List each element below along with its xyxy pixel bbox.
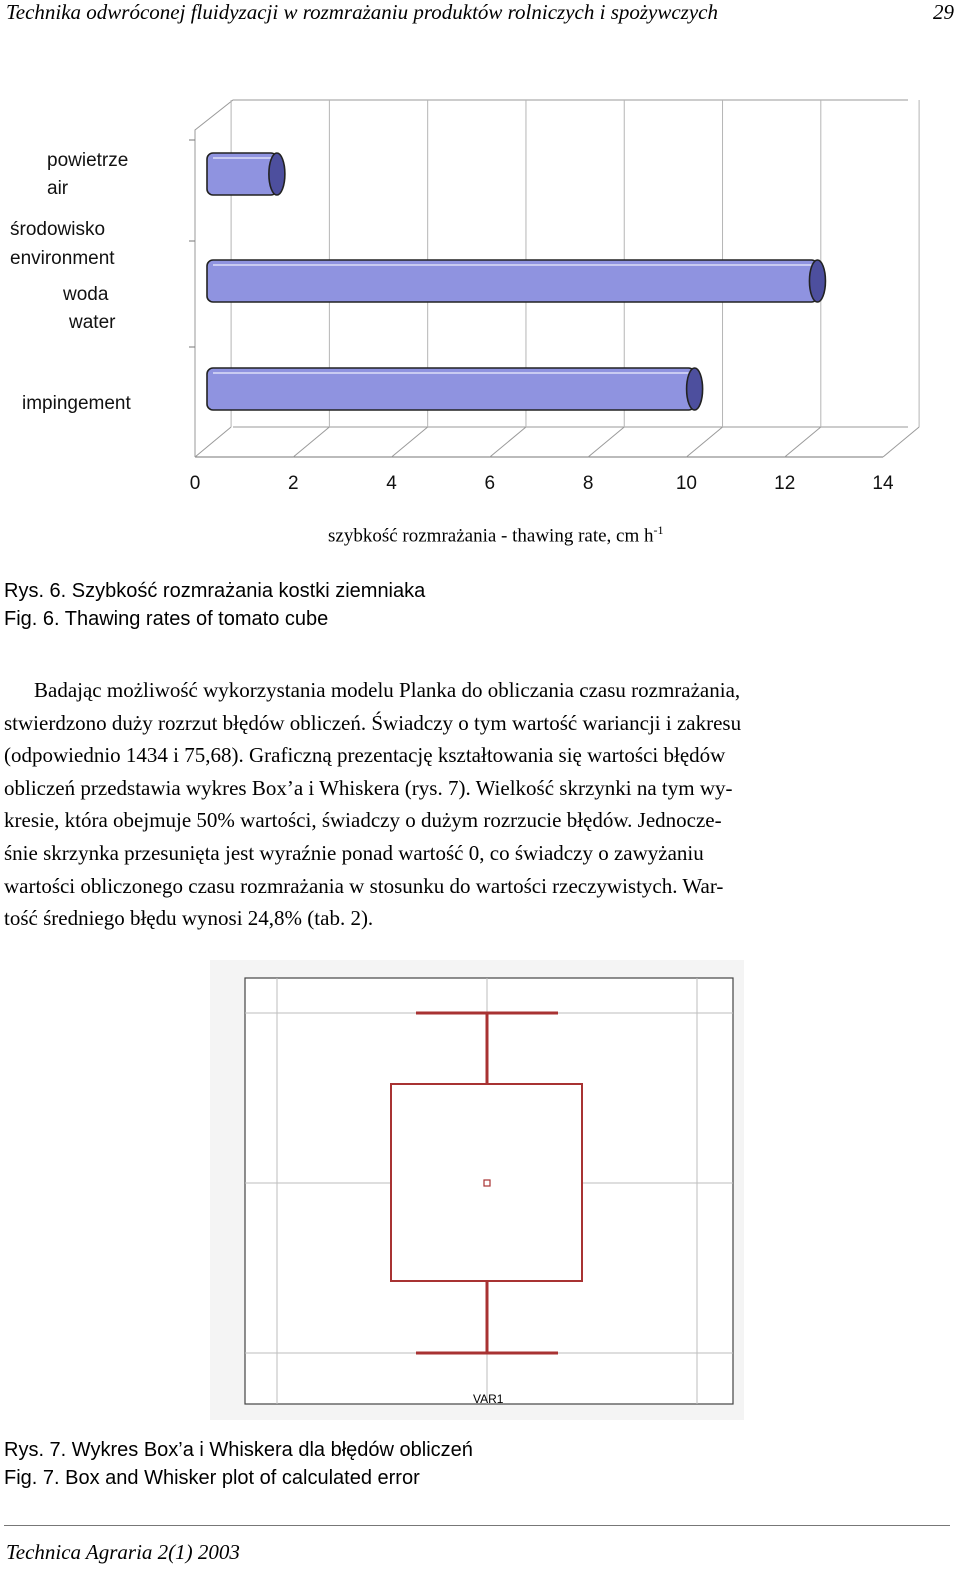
figure-6-caption-pl: Rys. 6. Szybkość rozmrażania kostki ziemniaka	[4, 580, 426, 602]
paragraph-line: tość średniego błędu wynosi 24,8% (tab. 2).	[4, 906, 374, 931]
bar-2	[207, 260, 825, 302]
category-label-environment	[10, 215, 115, 273]
x-axis-title-exponent: -1	[653, 523, 664, 537]
bar-end-cap	[809, 260, 825, 302]
journal-footer: Technica Agraria 2(1) 2003	[6, 1540, 240, 1564]
running-title: Technika odwróconej fluidyzacji w rozmrażaniu produktów rolniczych i spożywczych	[6, 0, 719, 24]
x-tick-label: 2	[287, 473, 299, 494]
category-label-line: air	[47, 178, 69, 199]
category-label-line: powietrze	[47, 150, 129, 171]
category-label-air	[47, 147, 128, 203]
page-number: 29	[933, 0, 954, 24]
figure-7-caption-en: Fig. 7. Box and Whisker plot of calculated error	[4, 1467, 420, 1489]
x-tick-label: 4	[386, 473, 397, 494]
figure-6-caption-en: Fig. 6. Thawing rates of tomato cube	[4, 608, 329, 630]
body-paragraph	[4, 674, 954, 935]
paragraph-line: śnie skrzynka przesunięta jest wyraźnie ponad wartość 0, co świadczy o zawyżaniu	[4, 840, 704, 865]
floor-gridline	[392, 427, 428, 457]
paragraph-line: obliczeń przedstawia wykres Box’a i Whiskera (rys. 7). Wielkość skrzynki na tym wy-	[4, 775, 733, 800]
paragraph-line: stwierdzono duży rozrzut błędów obliczeń. Świadczy o tym wartość wariancji i zakresu	[4, 710, 742, 735]
bar-3	[207, 368, 703, 410]
x-tick-label: 8	[582, 473, 594, 494]
x-tick-label: 12	[774, 473, 796, 494]
category-label-var1: VAR1	[473, 1392, 504, 1406]
category-label-line: environment	[10, 248, 115, 269]
floor-gridline	[588, 427, 624, 457]
category-label-water	[63, 281, 115, 337]
paragraph-line: wartości obliczonego czasu rozmrażania w stosunku do wartości rzeczywistych. War-	[4, 873, 724, 898]
x-tick-label: 14	[872, 473, 894, 494]
floor-gridline	[686, 427, 722, 457]
x-axis-title-text: szybkość rozmrażania - thawing rate, cm h	[328, 525, 654, 547]
footer-rule	[4, 1525, 950, 1526]
x-tick-label: 10	[675, 473, 697, 494]
figure-6	[0, 0, 960, 560]
figure-7	[210, 960, 744, 1420]
bar-body	[207, 368, 695, 410]
bar-end-cap	[687, 368, 703, 410]
floor-gridline	[490, 427, 526, 457]
category-label-impingement	[22, 390, 131, 418]
floor-gridline	[195, 427, 231, 457]
floor-gridline	[883, 427, 919, 457]
box-plot-svg	[210, 960, 744, 1420]
x-tick-label: 6	[484, 473, 496, 494]
category-label-line: środowisko	[10, 219, 106, 240]
x-axis-title	[328, 523, 664, 547]
floor-gridline	[785, 427, 821, 457]
figure-7-caption-pl: Rys. 7. Wykres Box’a i Whiskera dla błędów obliczeń	[4, 1439, 473, 1461]
bar-0	[207, 153, 285, 195]
category-label-line: woda	[63, 284, 109, 305]
x-tick-label: 0	[189, 473, 201, 494]
paragraph-line: kresie, która obejmuje 50% wartości, świadczy o dużym rozrzucie błędów. Jednocze-	[4, 808, 722, 833]
paragraph-line: Badając możliwość wykorzystania modelu Planka do obliczania czasu rozmrażania,	[34, 678, 741, 702]
bar-body	[207, 153, 277, 195]
paragraph-line: (odpowiednio 1434 i 75,68). Graficzną prezentację kształtowania się wartości błędów	[4, 743, 726, 768]
bar-end-cap	[269, 153, 285, 195]
bar-body	[207, 260, 817, 302]
category-label-line: water	[69, 312, 116, 333]
mean-marker	[484, 1180, 490, 1186]
category-label-line: impingement	[22, 393, 131, 414]
floor-gridline	[293, 427, 329, 457]
